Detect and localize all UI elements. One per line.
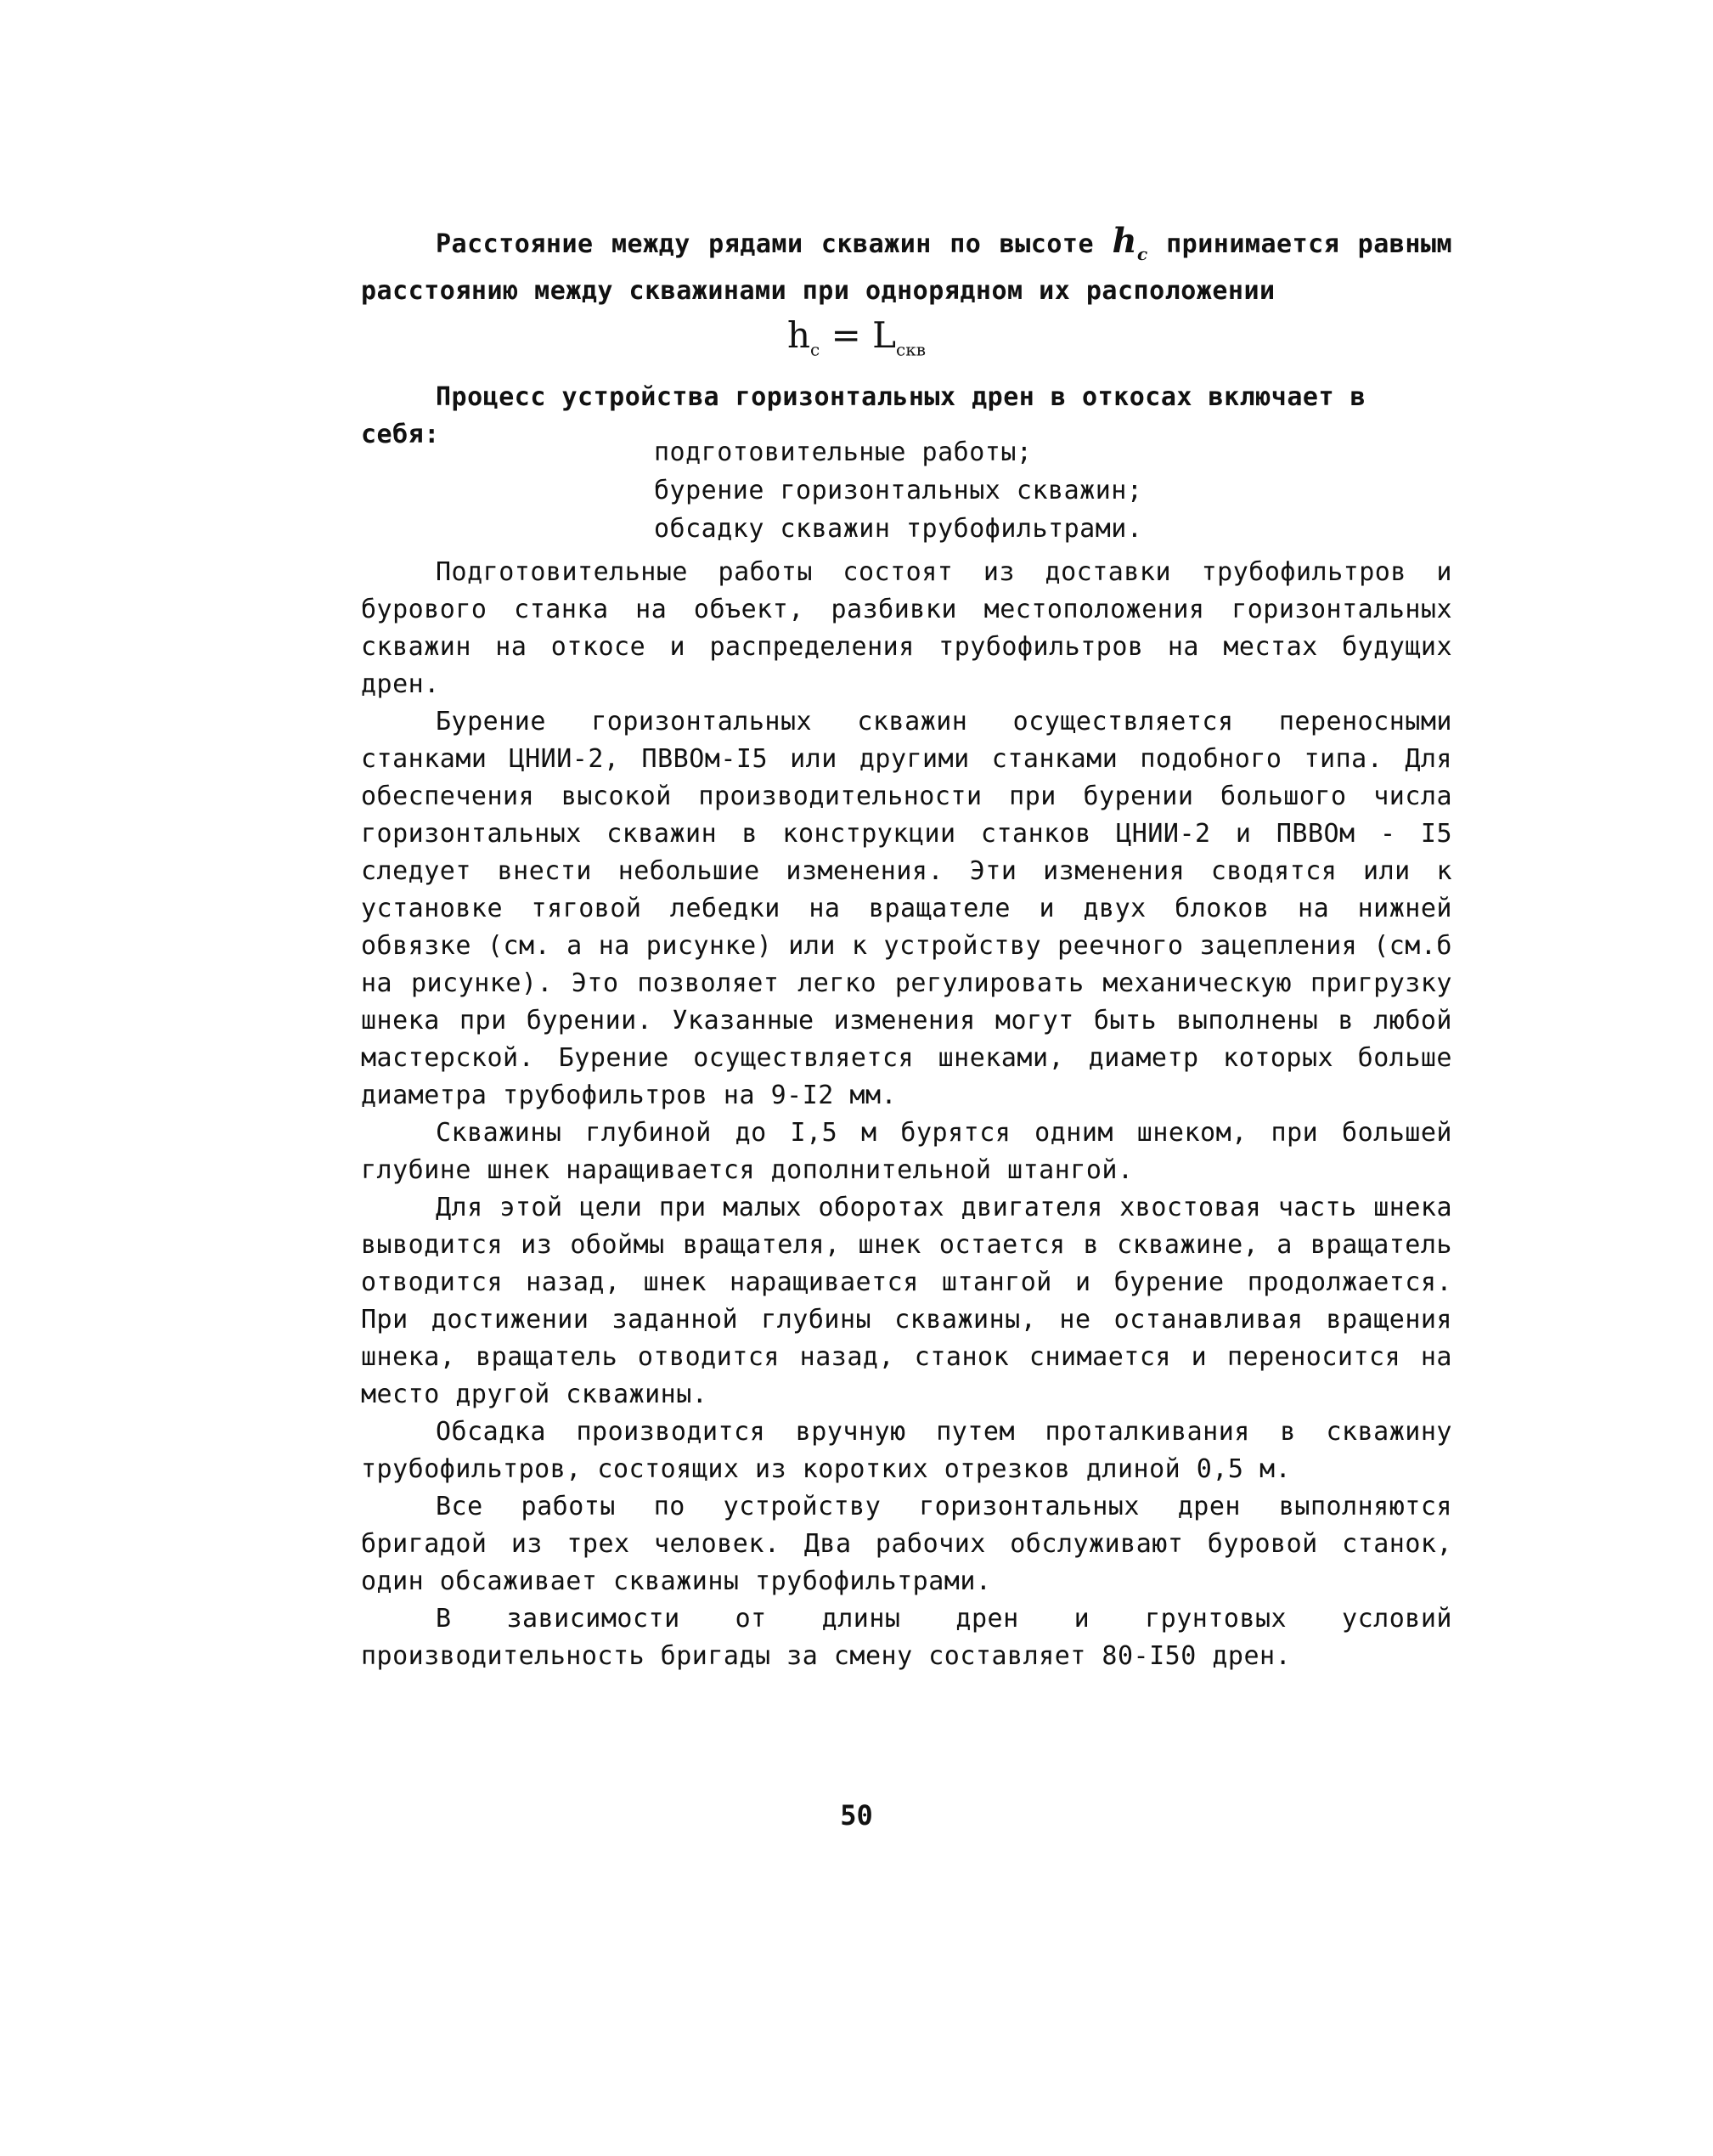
formula-rhs-sub: скв	[896, 339, 927, 360]
formula-equals: =	[820, 314, 873, 356]
paragraph-crew: Все работы по устройству горизонтальных дрен выполняются бригадой из трех человек. Два рабочих обслуживают буровой станок, один обсаживает скважины трубофильтрами.	[361, 1492, 1452, 1596]
process-steps-list	[654, 433, 1142, 548]
formula	[0, 310, 1713, 375]
paragraph-drilling: Бурение горизонтальных скважин осуществляется переносными станками ЦНИИ-2, ПВВОм-I5 или другими станками подобного типа. Для обеспечения высокой производительности при бурении большого числа горизонтальных скважин в конструкции станков ЦНИИ-2 и ПВВОм - I5 следует внести небольшие изменения. Эти изменения сводятся или к установке тяговой лебедки на вращателе и двух блоков на нижней обвязке (см. а на рисунке) или к устройству реечного зацепления (см.б на рисунке). Это позволяет легко регулировать механическую пригрузку шнека при бурении. Указанные изменения могут быть выполнены в любой мастерской. Бурение осуществляется шнеками, диаметр которых больше диаметра трубофильтров на 9-I2 мм.	[361, 707, 1452, 1110]
body-text	[361, 554, 1452, 1675]
process-step: обсадку скважин трубофильтрами.	[654, 514, 1143, 544]
hc-symbol-sub: c	[1137, 244, 1148, 264]
page-number: 50	[840, 1799, 873, 1831]
formula-rhs: L	[872, 314, 897, 356]
paragraph-well-depth: Скважины глубиной до I,5 м бурятся одним шнеком, при большей глубине шнек наращивается дополнительной штангой.	[361, 1118, 1452, 1185]
paragraph-casing: Обсадка производится вручную путем проталкивания в скважину трубофильтров, состоящих из коротких отрезков длиной 0,5 м.	[361, 1417, 1452, 1484]
hc-symbol	[1112, 221, 1148, 264]
process-heading: Процесс устройства горизонтальных дрен в откосах включает в себя:	[361, 382, 1366, 449]
paragraph-productivity: В зависимости от длины дрен и грунтовых условий производительность бригады за смену составляет 80-I50 дрен.	[361, 1604, 1452, 1671]
intro-text-after: принимается равным расстоянию между скважинами при однорядном их расположении	[361, 229, 1453, 306]
intro-paragraph	[361, 223, 1452, 310]
process-step: бурение горизонтальных скважин;	[654, 476, 1143, 505]
paragraph-auger-extension: Для этой цели при малых оборотах двигателя хвостовая часть шнека выводится из обоймы вращателя, шнек остается в скважине, а вращатель отводится назад, шнек наращивается штангой и бурение продолжается. При достижении заданной глубины скважины, не останавливая вращения шнека, вращатель отводится назад, станок снимается и переносится на место другой скважины.	[361, 1193, 1452, 1409]
paragraph-preparatory-work: Подготовительные работы состоят из доставки трубофильтров и бурового станка на объект, разбивки местоположения горизонтальных скважин на откосе и распределения трубофильтров на местах будущих дрен.	[361, 557, 1452, 699]
formula-lhs: h	[786, 314, 811, 356]
formula-lhs-sub: c	[810, 339, 820, 360]
intro-text-before: Расстояние между рядами скважин по высоте	[436, 229, 1095, 259]
process-step: подготовительные работы;	[654, 437, 1033, 467]
hc-symbol-main: h	[1112, 221, 1138, 261]
